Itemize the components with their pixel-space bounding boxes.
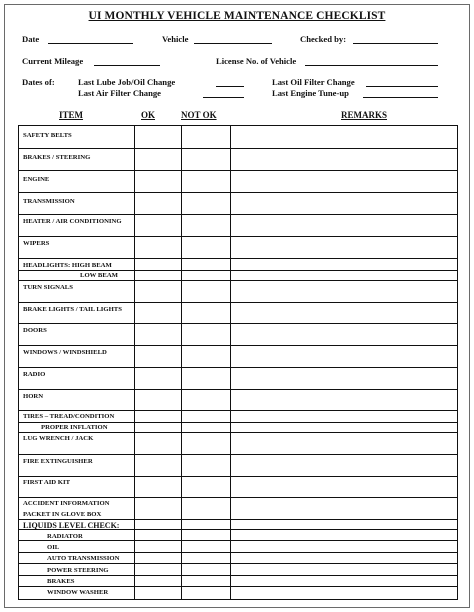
last-oil-filter-field[interactable] <box>366 86 438 87</box>
row-divider <box>19 563 457 564</box>
item-windows: WINDOWS / WINDSHIELD <box>23 349 107 356</box>
item-oil: OIL <box>47 544 60 551</box>
item-tires-inflation: PROPER INFLATION <box>41 424 108 431</box>
item-lug-wrench: LUG WRENCH / JACK <box>23 435 94 442</box>
item-headlights-low: LOW BEAM <box>80 272 118 279</box>
row-divider <box>19 476 457 477</box>
row-divider <box>19 148 457 149</box>
column-header-remarks: REMARKS <box>341 110 388 120</box>
last-lube-label: Last Lube Job/Oil Change <box>78 77 176 87</box>
vehicle-field[interactable] <box>194 43 272 44</box>
row-divider <box>19 236 457 237</box>
item-doors: DOORS <box>23 327 47 334</box>
item-headlights-high: HEADLIGHTS: HIGH BEAM <box>23 262 112 269</box>
item-auto-transmission: AUTO TRANSMISSION <box>47 555 120 562</box>
item-transmission: TRANSMISSION <box>23 198 75 205</box>
item-radiator: RADIATOR <box>47 533 83 540</box>
last-tuneup-label: Last Engine Tune-up <box>272 88 349 98</box>
item-radio: RADIO <box>23 371 46 378</box>
item-tires-tread: TIRES – TREAD/CONDITION <box>23 413 115 420</box>
item-brakes: BRAKES <box>47 578 75 585</box>
row-divider <box>19 192 457 193</box>
row-divider <box>19 575 457 576</box>
column-header-item: ITEM <box>59 110 84 120</box>
item-brake-lights: BRAKE LIGHTS / TAIL LIGHTS <box>23 306 122 313</box>
item-turn-signals: TURN SIGNALS <box>23 284 73 291</box>
item-wipers: WIPERS <box>23 240 50 247</box>
last-oil-filter-label: Last Oil Filter Change <box>272 77 355 87</box>
last-lube-field[interactable] <box>216 86 244 87</box>
checked-by-label: Checked by: <box>300 34 347 44</box>
row-divider <box>19 389 457 390</box>
column-header-not-ok: NOT OK <box>181 110 217 120</box>
row-divider <box>19 519 457 520</box>
row-divider <box>19 422 457 423</box>
vehicle-label: Vehicle <box>162 34 189 44</box>
liquids-level-header: LIQUIDS LEVEL CHECK: <box>23 521 120 530</box>
current-mileage-label: Current Mileage <box>22 56 84 66</box>
row-divider <box>19 270 457 271</box>
row-divider <box>19 497 457 498</box>
row-divider <box>19 410 457 411</box>
item-horn: HORN <box>23 393 44 400</box>
page-title: UI MONTHLY VEHICLE MAINTENANCE CHECKLIST <box>88 10 386 22</box>
date-label: Date <box>22 34 40 44</box>
license-field[interactable] <box>305 65 438 66</box>
item-accident-info-line1: ACCIDENT INFORMATION <box>23 500 110 507</box>
date-field[interactable] <box>48 43 133 44</box>
item-fire-extinguisher: FIRE EXTINGUISHER <box>23 458 93 465</box>
row-divider <box>19 552 457 553</box>
item-heater: HEATER / AIR CONDITIONING <box>23 218 122 225</box>
item-first-aid: FIRST AID KIT <box>23 479 71 486</box>
last-air-filter-field[interactable] <box>203 97 244 98</box>
row-divider <box>19 302 457 303</box>
item-accident-info-line2: PACKET IN GLOVE BOX <box>23 511 102 518</box>
row-divider <box>19 540 457 541</box>
row-divider <box>19 454 457 455</box>
row-divider <box>19 345 457 346</box>
last-air-filter-label: Last Air Filter Change <box>78 88 161 98</box>
row-divider <box>19 170 457 171</box>
checklist-table <box>18 125 458 600</box>
current-mileage-field[interactable] <box>94 65 160 66</box>
item-window-washer: WINDOW WASHER <box>47 589 109 596</box>
row-divider <box>19 586 457 587</box>
item-power-steering: POWER STEERING <box>47 567 109 574</box>
row-divider <box>19 367 457 368</box>
dates-of-label: Dates of: <box>22 77 55 87</box>
row-divider <box>19 280 457 281</box>
item-engine: ENGINE <box>23 176 50 183</box>
row-divider <box>19 214 457 215</box>
item-brakes-steering: BRAKES / STEERING <box>23 154 91 161</box>
row-divider <box>19 432 457 433</box>
license-label: License No. of Vehicle <box>216 56 297 66</box>
row-divider <box>19 258 457 259</box>
column-header-ok: OK <box>141 110 156 120</box>
row-divider <box>19 323 457 324</box>
item-safety-belts: SAFETY BELTS <box>23 132 72 139</box>
checked-by-field[interactable] <box>353 43 438 44</box>
last-tuneup-field[interactable] <box>363 97 438 98</box>
